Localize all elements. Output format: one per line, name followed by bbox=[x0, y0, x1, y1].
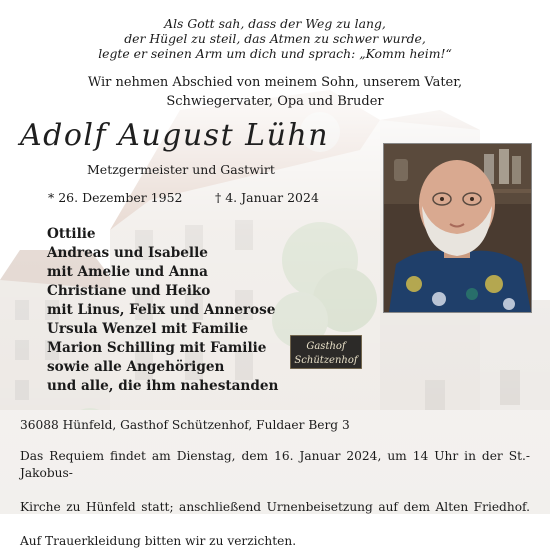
gasthof-sign bbox=[290, 335, 362, 369]
mourner-line: Marion Schilling mit Familie bbox=[47, 340, 267, 356]
mourner-line: mit Linus, Felix und Annerose bbox=[47, 302, 276, 318]
poem-line: legte er seinen Arm um dich und sprach: „Komm heim!“ bbox=[98, 46, 452, 61]
sign-line-2: Schützenhof bbox=[294, 355, 358, 366]
intro-line: Schwiegervater, Opa und Bruder bbox=[166, 94, 384, 109]
birth-date: * 26. Dezember 1952 bbox=[48, 190, 183, 205]
mourner-line: Ottilie bbox=[47, 226, 96, 242]
address: 36088 Hünfeld, Gasthof Schützenhof, Fuldaer Berg 3 bbox=[20, 418, 350, 432]
poem-line: Als Gott sah, dass der Weg zu lang, bbox=[164, 16, 386, 31]
intro-line: Wir nehmen Abschied von meinem Sohn, unserem Vater, bbox=[87, 75, 463, 90]
intro-text bbox=[20, 73, 530, 111]
deceased-profession: Metzgermeister und Gastwirt bbox=[87, 162, 275, 177]
sign-line-1: Gasthof bbox=[306, 341, 346, 352]
mourner-line: Ursula Wenzel mit Familie bbox=[47, 321, 249, 337]
mourner-line: sowie alle Angehörigen bbox=[47, 359, 225, 375]
portrait-photo bbox=[383, 143, 532, 313]
service-line: Auf Trauerkleidung bitten wir zu verzichten. bbox=[20, 534, 297, 548]
poem-line: der Hügel zu steil, das Atmen zu schwer wurde, bbox=[124, 31, 426, 46]
deceased-name: Adolf August Lühn bbox=[20, 118, 330, 153]
death-date: † 4. Januar 2024 bbox=[215, 190, 319, 205]
poem bbox=[20, 16, 530, 61]
service-line: Kirche zu Hünfeld statt; anschließend Urnenbeisetzung auf dem Alten Friedhof. bbox=[20, 500, 530, 514]
mourner-line: und alle, die ihm nahestanden bbox=[47, 378, 279, 394]
mourners-list bbox=[47, 225, 278, 396]
mourner-line: mit Amelie und Anna bbox=[47, 264, 208, 280]
mourner-line: Andreas und Isabelle bbox=[47, 245, 208, 261]
service-details bbox=[20, 448, 530, 550]
service-line: Das Requiem findet am Dienstag, dem 16. Januar 2024, um 14 Uhr in der St.-Jakobus- bbox=[20, 449, 530, 480]
mourner-line: Christiane und Heiko bbox=[47, 283, 211, 299]
